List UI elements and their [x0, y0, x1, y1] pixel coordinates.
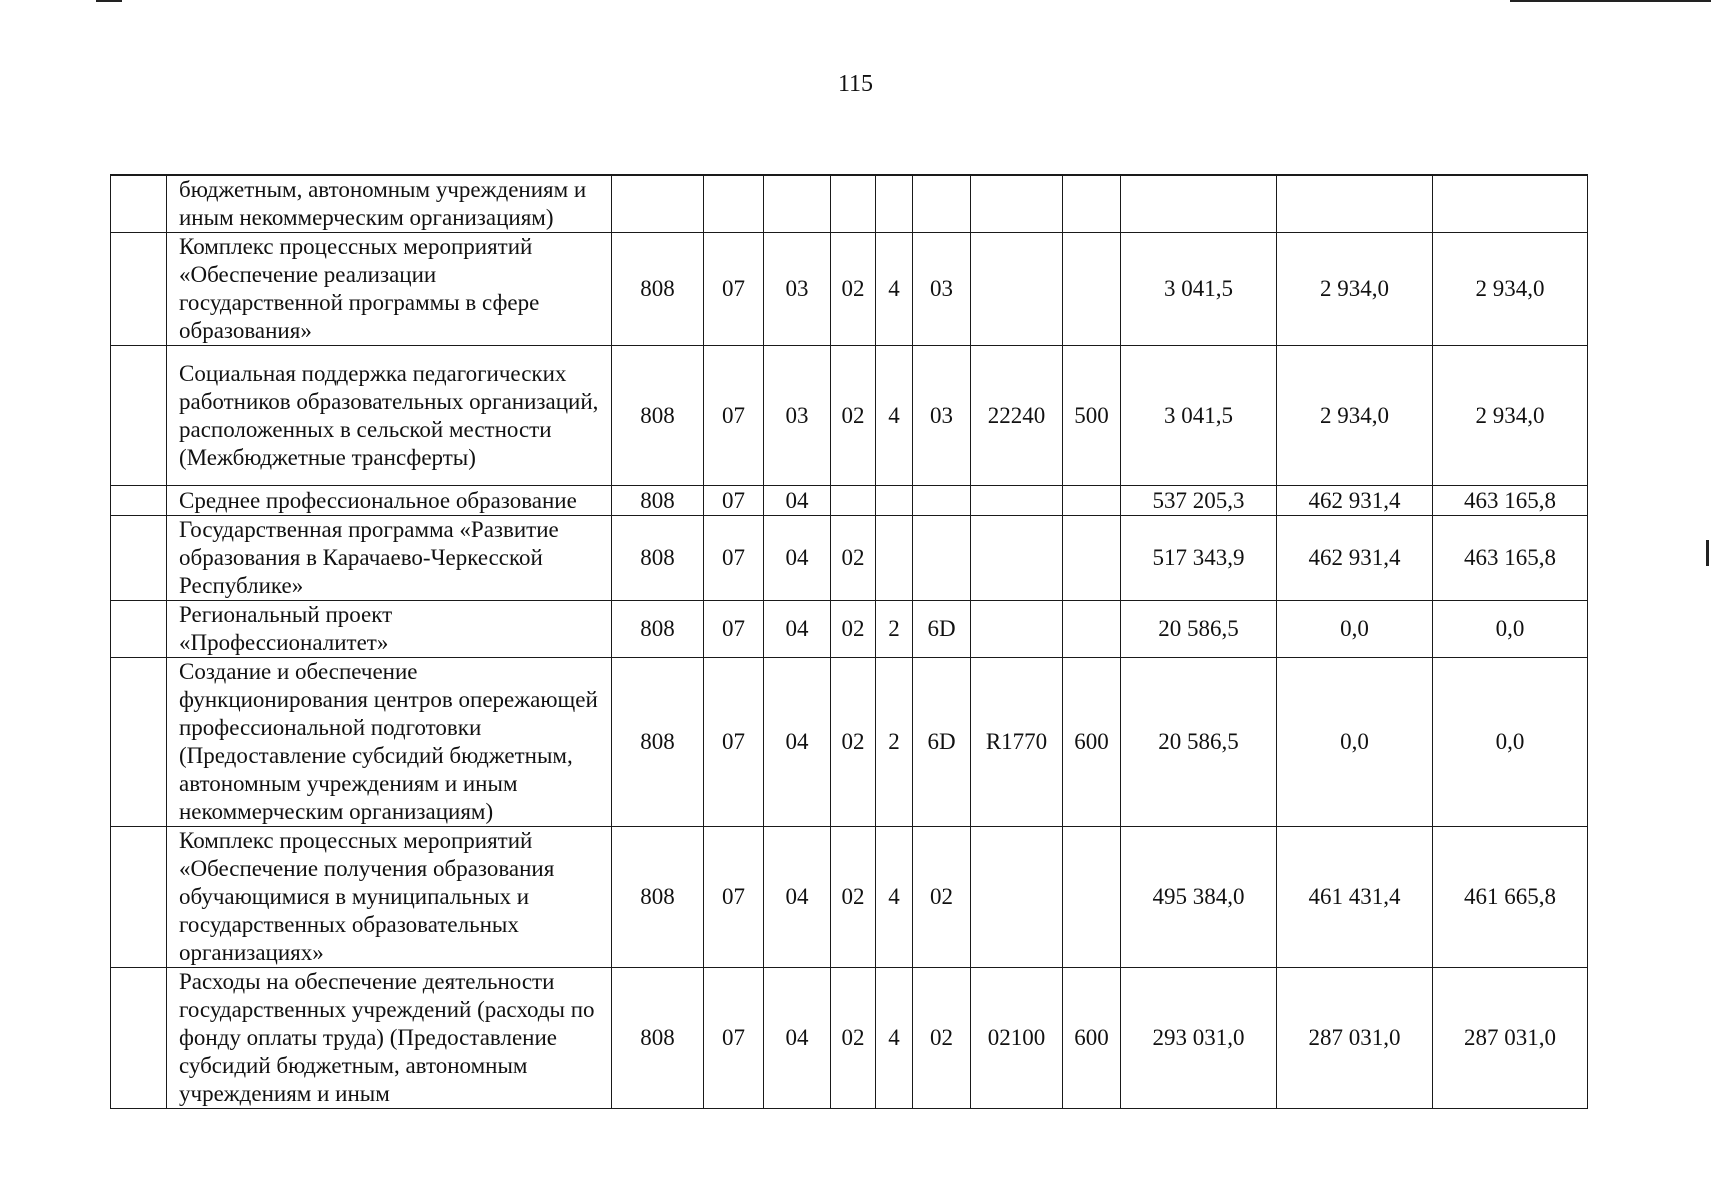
program-code-cell: 02 — [831, 601, 876, 658]
program-code-cell — [831, 175, 876, 233]
section-code-cell: 07 — [704, 658, 764, 827]
table-row — [111, 968, 1588, 1109]
subsection-code-cell: 04 — [764, 658, 831, 827]
expense-type-code-cell: 600 — [1063, 658, 1121, 827]
amount-year3-cell: 463 165,8 — [1433, 516, 1588, 601]
direction-code-cell: 22240 — [971, 346, 1063, 486]
amount-year1-cell: 20 586,5 — [1121, 601, 1277, 658]
index-cell — [111, 658, 167, 827]
ministry-code-cell: 808 — [612, 827, 704, 968]
subprogram-code-cell: 2 — [876, 601, 913, 658]
expense-name-cell: Государственная программа «Развитие образования в Карачаево-Черкесской Республике» — [167, 516, 612, 601]
direction-code-cell: R1770 — [971, 658, 1063, 827]
amount-year3-cell — [1433, 175, 1588, 233]
section-code-cell: 07 — [704, 827, 764, 968]
program-code-cell — [831, 486, 876, 516]
subsection-code-cell: 03 — [764, 233, 831, 346]
activity-code-cell: 6D — [913, 658, 971, 827]
direction-code-cell — [971, 233, 1063, 346]
expense-type-code-cell — [1063, 175, 1121, 233]
budget-table — [110, 174, 1588, 1109]
amount-year3-cell: 2 934,0 — [1433, 233, 1588, 346]
subprogram-code-cell: 4 — [876, 827, 913, 968]
activity-code-cell: 02 — [913, 827, 971, 968]
activity-code-cell: 6D — [913, 601, 971, 658]
activity-code-cell — [913, 175, 971, 233]
expense-name-cell: Социальная поддержка педагогических работников образовательных организаций, расположенных в сельской местности (Межбюджетные трансферты) — [167, 346, 612, 486]
direction-code-cell — [971, 827, 1063, 968]
section-code-cell: 07 — [704, 601, 764, 658]
amount-year2-cell — [1277, 175, 1433, 233]
section-code-cell: 07 — [704, 233, 764, 346]
page-number: 115 — [837, 71, 874, 97]
table-row — [111, 233, 1588, 346]
expense-type-code-cell — [1063, 486, 1121, 516]
section-code-cell — [704, 175, 764, 233]
index-cell — [111, 175, 167, 233]
amount-year1-cell: 537 205,3 — [1121, 486, 1277, 516]
direction-code-cell — [971, 486, 1063, 516]
ministry-code-cell: 808 — [612, 968, 704, 1109]
ministry-code-cell: 808 — [612, 346, 704, 486]
table-row — [111, 658, 1588, 827]
expense-type-code-cell — [1063, 516, 1121, 601]
index-cell — [111, 233, 167, 346]
program-code-cell: 02 — [831, 827, 876, 968]
table-row — [111, 516, 1588, 601]
amount-year1-cell: 3 041,5 — [1121, 346, 1277, 486]
direction-code-cell: 02100 — [971, 968, 1063, 1109]
activity-code-cell — [913, 516, 971, 601]
section-code-cell: 07 — [704, 968, 764, 1109]
activity-code-cell — [913, 486, 971, 516]
amount-year2-cell: 462 931,4 — [1277, 516, 1433, 601]
subprogram-code-cell: 2 — [876, 658, 913, 827]
table-row — [111, 346, 1588, 486]
amount-year1-cell — [1121, 175, 1277, 233]
ministry-code-cell: 808 — [612, 601, 704, 658]
scan-mark-top-right — [1510, 0, 1711, 2]
amount-year1-cell: 517 343,9 — [1121, 516, 1277, 601]
subsection-code-cell: 04 — [764, 601, 831, 658]
expense-name-cell: Создание и обеспечение функционирования центров опережающей профессиональной подготовки (Предоставление субсидий бюджетным, автономным учреждениям и иным некоммерческим организациям) — [167, 658, 612, 827]
amount-year2-cell: 0,0 — [1277, 601, 1433, 658]
index-cell — [111, 601, 167, 658]
table-row — [111, 827, 1588, 968]
section-code-cell: 07 — [704, 346, 764, 486]
activity-code-cell: 03 — [913, 233, 971, 346]
program-code-cell: 02 — [831, 968, 876, 1109]
section-code-cell: 07 — [704, 516, 764, 601]
amount-year3-cell: 0,0 — [1433, 658, 1588, 827]
subprogram-code-cell — [876, 175, 913, 233]
amount-year1-cell: 20 586,5 — [1121, 658, 1277, 827]
index-cell — [111, 346, 167, 486]
subsection-code-cell — [764, 175, 831, 233]
subsection-code-cell: 03 — [764, 346, 831, 486]
ministry-code-cell: 808 — [612, 516, 704, 601]
direction-code-cell — [971, 175, 1063, 233]
amount-year2-cell: 2 934,0 — [1277, 233, 1433, 346]
expense-type-code-cell — [1063, 601, 1121, 658]
program-code-cell: 02 — [831, 346, 876, 486]
amount-year3-cell: 461 665,8 — [1433, 827, 1588, 968]
table-row — [111, 175, 1588, 233]
table-row — [111, 486, 1588, 516]
subprogram-code-cell: 4 — [876, 233, 913, 346]
expense-name-cell: Комплекс процессных мероприятий «Обеспечение реализации государственной программы в сфере образования» — [167, 233, 612, 346]
ministry-code-cell — [612, 175, 704, 233]
amount-year3-cell: 0,0 — [1433, 601, 1588, 658]
index-cell — [111, 827, 167, 968]
ministry-code-cell: 808 — [612, 658, 704, 827]
amount-year1-cell: 495 384,0 — [1121, 827, 1277, 968]
amount-year2-cell: 462 931,4 — [1277, 486, 1433, 516]
table-row — [111, 601, 1588, 658]
expense-type-code-cell — [1063, 233, 1121, 346]
direction-code-cell — [971, 601, 1063, 658]
amount-year2-cell: 0,0 — [1277, 658, 1433, 827]
subprogram-code-cell — [876, 486, 913, 516]
section-code-cell: 07 — [704, 486, 764, 516]
expense-type-code-cell: 500 — [1063, 346, 1121, 486]
ministry-code-cell: 808 — [612, 486, 704, 516]
direction-code-cell — [971, 516, 1063, 601]
expense-type-code-cell: 600 — [1063, 968, 1121, 1109]
expense-type-code-cell — [1063, 827, 1121, 968]
program-code-cell: 02 — [831, 658, 876, 827]
subsection-code-cell: 04 — [764, 516, 831, 601]
amount-year3-cell: 463 165,8 — [1433, 486, 1588, 516]
expense-name-cell: Комплекс процессных мероприятий «Обеспечение получения образования обучающимися в муниципальных и государственных образовательных организациях» — [167, 827, 612, 968]
scan-mark-top-left — [96, 0, 122, 2]
amount-year2-cell: 2 934,0 — [1277, 346, 1433, 486]
ministry-code-cell: 808 — [612, 233, 704, 346]
program-code-cell: 02 — [831, 233, 876, 346]
expense-name-cell: бюджетным, автономным учреждениям и иным некоммерческим организациям) — [167, 175, 612, 233]
subsection-code-cell: 04 — [764, 486, 831, 516]
amount-year3-cell: 287 031,0 — [1433, 968, 1588, 1109]
subsection-code-cell: 04 — [764, 968, 831, 1109]
amount-year1-cell: 3 041,5 — [1121, 233, 1277, 346]
expense-name-cell: Расходы на обеспечение деятельности государственных учреждений (расходы по фонду оплаты труда) (Предоставление субсидий бюджетным, автономным учреждениям и иным — [167, 968, 612, 1109]
amount-year3-cell: 2 934,0 — [1433, 346, 1588, 486]
scan-mark-right-edge — [1706, 540, 1709, 566]
expense-name-cell: Среднее профессиональное образование — [167, 486, 612, 516]
subsection-code-cell: 04 — [764, 827, 831, 968]
program-code-cell: 02 — [831, 516, 876, 601]
subprogram-code-cell: 4 — [876, 968, 913, 1109]
index-cell — [111, 486, 167, 516]
subprogram-code-cell — [876, 516, 913, 601]
activity-code-cell: 03 — [913, 346, 971, 486]
index-cell — [111, 968, 167, 1109]
amount-year2-cell: 461 431,4 — [1277, 827, 1433, 968]
activity-code-cell: 02 — [913, 968, 971, 1109]
expense-name-cell: Региональный проект «Профессионалитет» — [167, 601, 612, 658]
index-cell — [111, 516, 167, 601]
subprogram-code-cell: 4 — [876, 346, 913, 486]
amount-year1-cell: 293 031,0 — [1121, 968, 1277, 1109]
amount-year2-cell: 287 031,0 — [1277, 968, 1433, 1109]
